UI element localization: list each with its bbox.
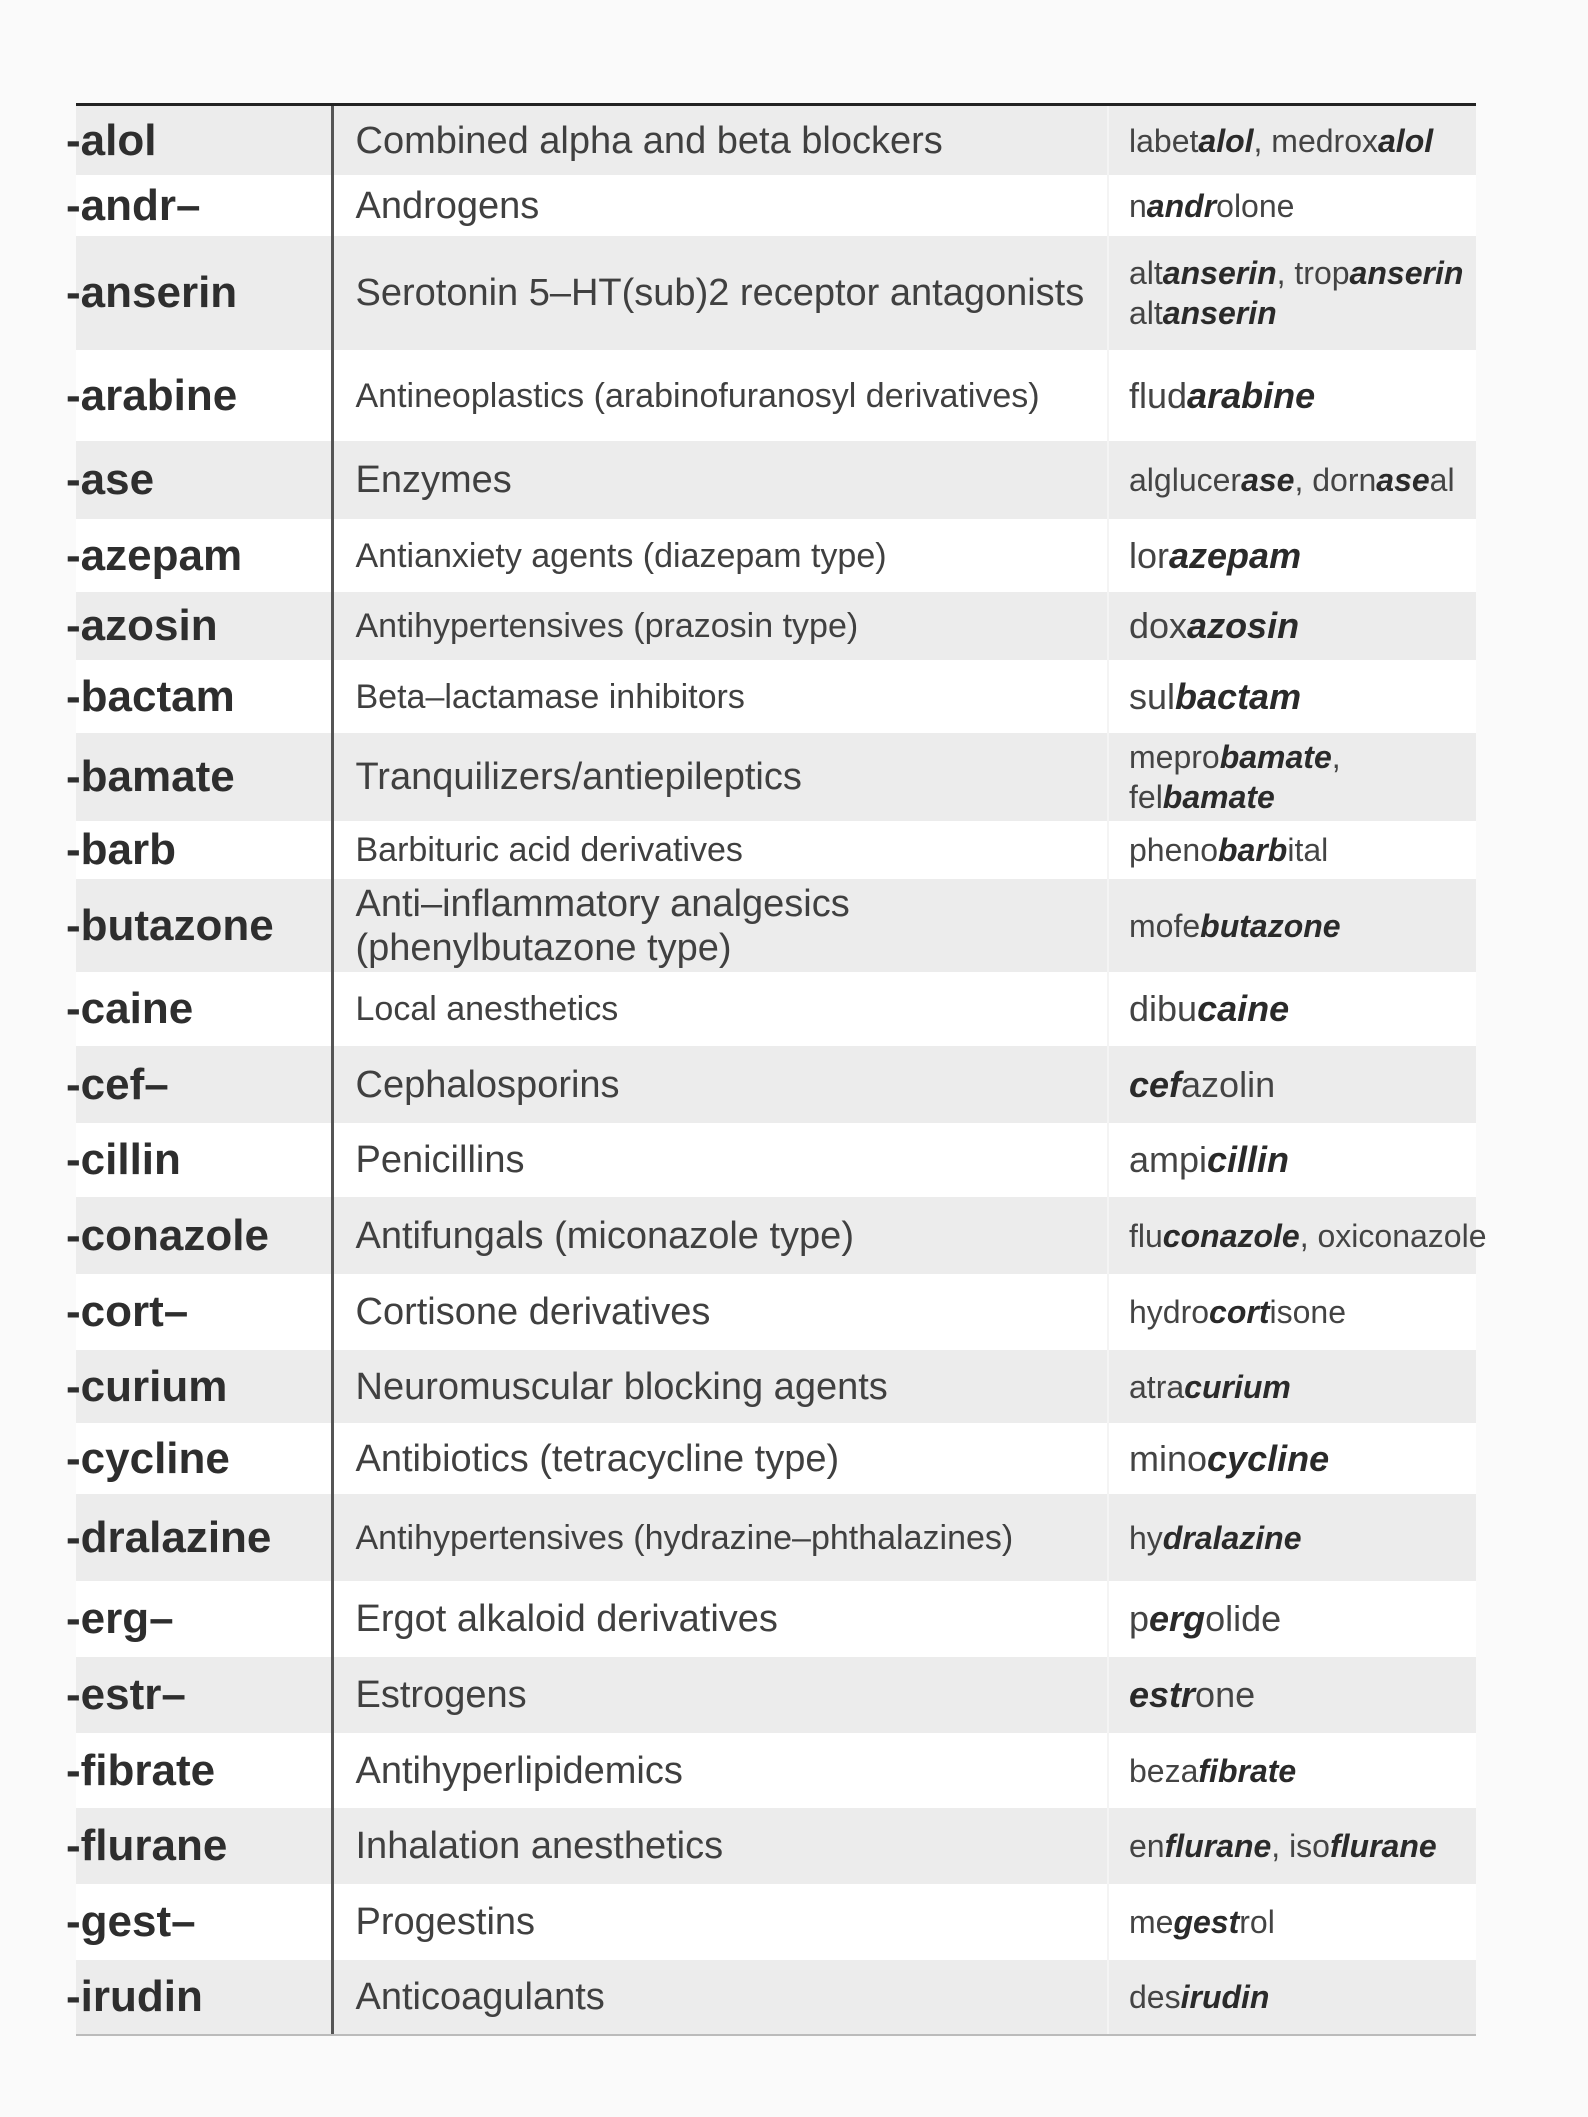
stem-highlight: cort bbox=[1209, 1294, 1270, 1330]
stem-text: -alol bbox=[66, 115, 157, 165]
table-row bbox=[76, 350, 1476, 441]
stem-text: -barb bbox=[66, 825, 176, 874]
example-text: flu bbox=[1129, 1217, 1163, 1254]
table-row bbox=[76, 1123, 1476, 1197]
stem-text: -caine bbox=[66, 984, 194, 1033]
example-text: des bbox=[1129, 1979, 1181, 2015]
stem-highlight: conazole bbox=[1162, 1217, 1300, 1254]
stem-highlight: irudin bbox=[1180, 1979, 1270, 2015]
bottom-rule bbox=[76, 2034, 1476, 2036]
class-description: Penicillins bbox=[332, 1123, 1108, 1197]
table-row bbox=[76, 236, 1476, 350]
example-text: , dorn bbox=[1294, 462, 1377, 498]
stem-highlight: ase bbox=[1376, 462, 1430, 498]
stem-text: -flurane bbox=[66, 1821, 228, 1870]
stem-text: -cef– bbox=[66, 1059, 169, 1109]
example-text: pheno bbox=[1129, 832, 1218, 868]
stem-highlight: curium bbox=[1184, 1368, 1291, 1405]
table-row bbox=[76, 1733, 1476, 1808]
table-row bbox=[76, 733, 1476, 821]
stem-cell bbox=[66, 592, 332, 660]
class-description: Progestins bbox=[332, 1884, 1108, 1960]
stem-cell bbox=[66, 106, 332, 175]
example-drugs bbox=[1108, 1274, 1476, 1350]
example-text: lor bbox=[1129, 534, 1170, 576]
stem-highlight: alol bbox=[1198, 122, 1254, 159]
table-row bbox=[76, 1274, 1476, 1350]
example-drugs bbox=[1108, 1423, 1476, 1494]
stem-text: -dralazine bbox=[66, 1512, 272, 1562]
example-drugs bbox=[1108, 1046, 1476, 1123]
class-description: Estrogens bbox=[332, 1657, 1108, 1733]
example-text: dox bbox=[1129, 605, 1188, 646]
stem-text: -azepam bbox=[66, 530, 243, 580]
example-text: isone bbox=[1269, 1294, 1346, 1330]
stem-cell bbox=[66, 519, 332, 592]
stem-cell bbox=[66, 1581, 332, 1657]
stem-highlight: barb bbox=[1217, 832, 1288, 868]
example-text: atra bbox=[1129, 1368, 1185, 1405]
table-row bbox=[76, 175, 1476, 236]
table-row bbox=[76, 1884, 1476, 1960]
stem-highlight: arabine bbox=[1187, 374, 1316, 416]
class-description: Anti–inflammatory analgesics (phenylbutazone type) bbox=[332, 879, 1108, 972]
class-description: Neuromuscular blocking agents bbox=[332, 1350, 1108, 1423]
stem-text: -curium bbox=[66, 1361, 228, 1411]
stem-highlight: fibrate bbox=[1198, 1752, 1297, 1789]
example-text: flud bbox=[1129, 374, 1188, 416]
example-text: , iso bbox=[1271, 1828, 1330, 1864]
class-description: Androgens bbox=[332, 175, 1108, 236]
stem-highlight: dralazine bbox=[1162, 1519, 1302, 1556]
example-drugs bbox=[1108, 106, 1476, 175]
example-text: ampi bbox=[1129, 1139, 1208, 1180]
stem-cell bbox=[66, 660, 332, 733]
table-row bbox=[76, 1197, 1476, 1274]
stem-cell bbox=[66, 1494, 332, 1581]
stem-text: -arabine bbox=[66, 370, 238, 420]
table-row bbox=[76, 1046, 1476, 1123]
stem-cell bbox=[66, 441, 332, 519]
example-drugs bbox=[1108, 660, 1476, 733]
example-drugs bbox=[1108, 1197, 1487, 1274]
class-description: Antibiotics (tetracycline type) bbox=[332, 1423, 1108, 1494]
example-drugs bbox=[1108, 1123, 1476, 1197]
example-text: n bbox=[1129, 187, 1147, 224]
stem-text: -ase bbox=[66, 455, 155, 504]
table-row bbox=[76, 972, 1476, 1046]
stem-text: -cillin bbox=[66, 1135, 181, 1184]
stem-highlight: cef bbox=[1129, 1063, 1182, 1105]
stem-highlight: gest bbox=[1173, 1904, 1240, 1940]
example-drugs bbox=[1108, 1581, 1476, 1657]
stem-cell bbox=[66, 821, 332, 879]
stem-highlight: cycline bbox=[1207, 1437, 1330, 1479]
example-drugs bbox=[1108, 1960, 1476, 2034]
example-text: alglucer bbox=[1129, 462, 1242, 498]
stem-highlight: anserin bbox=[1162, 255, 1277, 291]
example-text: , trop bbox=[1276, 255, 1350, 291]
stem-cell bbox=[66, 1808, 332, 1884]
stem-cell bbox=[66, 1423, 332, 1494]
example-text: azolin bbox=[1181, 1063, 1276, 1105]
example-text: p bbox=[1129, 1598, 1150, 1639]
example-drugs bbox=[1108, 972, 1476, 1046]
class-description: Ergot alkaloid derivatives bbox=[332, 1581, 1108, 1657]
stem-highlight: ase bbox=[1241, 462, 1295, 498]
stem-highlight: bamate bbox=[1219, 739, 1332, 775]
example-text: one bbox=[1195, 1674, 1256, 1715]
stem-text: -azosin bbox=[66, 601, 218, 650]
stem-text: -bamate bbox=[66, 752, 235, 801]
stem-cell bbox=[66, 1046, 332, 1123]
stem-cell bbox=[66, 733, 332, 821]
example-text: olone bbox=[1216, 187, 1295, 224]
example-text: , oxiconazole bbox=[1299, 1217, 1487, 1254]
class-description: Serotonin 5–HT(sub)2 receptor antagonists bbox=[332, 236, 1108, 350]
example-drugs bbox=[1108, 175, 1476, 236]
drug-stem-table bbox=[66, 106, 1487, 2034]
stem-text: -conazole bbox=[66, 1210, 269, 1260]
stem-highlight: alol bbox=[1378, 122, 1434, 159]
stem-text: -bactam bbox=[66, 671, 235, 721]
stem-cell bbox=[66, 972, 332, 1046]
example-drugs bbox=[1108, 1808, 1476, 1884]
stem-cell bbox=[66, 350, 332, 441]
stem-text: -irudin bbox=[66, 1972, 203, 2021]
example-text: , medrox bbox=[1253, 122, 1378, 159]
example-text: rol bbox=[1239, 1904, 1275, 1940]
example-text: ital bbox=[1287, 832, 1329, 868]
example-text: labet bbox=[1129, 122, 1199, 159]
stem-text: -estr– bbox=[66, 1670, 186, 1719]
class-description: Antianxiety agents (diazepam type) bbox=[332, 519, 1108, 592]
stem-cell bbox=[66, 1123, 332, 1197]
stem-text: -anserin bbox=[66, 268, 238, 317]
class-description: Anticoagulants bbox=[332, 1960, 1108, 2034]
example-drugs: altanserin, tropanserin altanserin bbox=[1108, 236, 1476, 350]
class-description: Cephalosporins bbox=[332, 1046, 1108, 1123]
stem-highlight: caine bbox=[1197, 988, 1290, 1029]
example-text: beza bbox=[1129, 1752, 1199, 1789]
example-drugs bbox=[1108, 592, 1476, 660]
table-row bbox=[76, 441, 1476, 519]
example-text: en bbox=[1129, 1828, 1165, 1864]
example-text: me bbox=[1129, 1904, 1174, 1940]
table-row bbox=[76, 1657, 1476, 1733]
stem-cell bbox=[66, 1657, 332, 1733]
class-description: Antifungals (miconazole type) bbox=[332, 1197, 1108, 1274]
table-row bbox=[76, 821, 1476, 879]
table-row bbox=[76, 1494, 1476, 1581]
example-text: mepro bbox=[1129, 739, 1220, 775]
table-row bbox=[76, 519, 1476, 592]
class-description: Barbituric acid derivatives bbox=[332, 821, 1108, 879]
stem-cell bbox=[66, 879, 332, 972]
stem-highlight: anserin bbox=[1349, 255, 1464, 291]
stem-highlight: azepam bbox=[1169, 534, 1302, 576]
table-row bbox=[76, 660, 1476, 733]
example-text: hydro bbox=[1129, 1294, 1210, 1330]
stem-cell bbox=[66, 1884, 332, 1960]
example-text: dibu bbox=[1129, 988, 1198, 1029]
stem-text: -erg– bbox=[66, 1594, 174, 1643]
table-row bbox=[76, 879, 1476, 972]
example-drugs bbox=[1108, 1494, 1476, 1581]
stem-text: -cort– bbox=[66, 1287, 189, 1336]
stem-highlight: butazone bbox=[1200, 907, 1341, 944]
table-body bbox=[66, 106, 1487, 2034]
example-drugs bbox=[1108, 821, 1476, 879]
class-description: Cortisone derivatives bbox=[332, 1274, 1108, 1350]
stem-highlight: cillin bbox=[1207, 1139, 1290, 1180]
table-row bbox=[76, 1350, 1476, 1423]
example-drugs bbox=[1108, 1350, 1476, 1423]
example-text: alt bbox=[1129, 255, 1163, 291]
example-text: mofe bbox=[1129, 907, 1201, 944]
stem-cell bbox=[66, 236, 332, 350]
example-text: hy bbox=[1129, 1519, 1163, 1556]
stem-text: -fibrate bbox=[66, 1745, 216, 1795]
table-row bbox=[76, 106, 1476, 175]
stem-cell bbox=[66, 1197, 332, 1274]
example-drugs bbox=[1108, 1884, 1476, 1960]
example-text: al bbox=[1429, 462, 1455, 498]
class-description: Enzymes bbox=[332, 441, 1108, 519]
class-description: Beta–lactamase inhibitors bbox=[332, 660, 1108, 733]
stem-highlight: erg bbox=[1149, 1598, 1206, 1639]
class-description: Combined alpha and beta blockers bbox=[332, 106, 1108, 175]
class-description: Antineoplastics (arabinofuranosyl derivatives) bbox=[332, 350, 1108, 441]
stem-cell bbox=[66, 1960, 332, 2034]
example-drugs bbox=[1108, 519, 1476, 592]
class-description: Tranquilizers/antiepileptics bbox=[332, 733, 1108, 821]
example-text: mino bbox=[1129, 1437, 1208, 1479]
class-description: Antihypertensives (prazosin type) bbox=[332, 592, 1108, 660]
example-drugs bbox=[1108, 1657, 1476, 1733]
stem-highlight: azosin bbox=[1187, 605, 1300, 646]
stem-text: -butazone bbox=[66, 900, 274, 950]
example-drugs bbox=[1108, 879, 1476, 972]
stem-highlight: flurane bbox=[1329, 1828, 1437, 1864]
table-row bbox=[76, 1581, 1476, 1657]
class-description: Local anesthetics bbox=[332, 972, 1108, 1046]
stem-cell bbox=[66, 1350, 332, 1423]
stem-text: -gest– bbox=[66, 1897, 196, 1946]
example-drugs bbox=[1108, 350, 1476, 441]
stem-cell bbox=[66, 1274, 332, 1350]
class-description: Antihypertensives (hydrazine–phthalazines) bbox=[332, 1494, 1108, 1581]
stem-highlight: flurane bbox=[1164, 1828, 1272, 1864]
stem-text: -cycline bbox=[66, 1433, 230, 1483]
class-description: Antihyperlipidemics bbox=[332, 1733, 1108, 1808]
example-drugs: meprobamate, felbamate bbox=[1108, 733, 1476, 821]
example-text: olide bbox=[1205, 1598, 1282, 1639]
drug-stem-table-page bbox=[66, 103, 1487, 2036]
stem-highlight: bactam bbox=[1175, 675, 1302, 717]
stem-highlight: estr bbox=[1129, 1674, 1196, 1715]
example-drugs bbox=[1108, 441, 1476, 519]
stem-highlight: andr bbox=[1146, 187, 1217, 224]
stem-cell bbox=[66, 1733, 332, 1808]
table-row bbox=[76, 1960, 1476, 2034]
table-row bbox=[76, 592, 1476, 660]
stem-cell bbox=[66, 175, 332, 236]
stem-text: -andr– bbox=[66, 180, 201, 230]
class-description: Inhalation anesthetics bbox=[332, 1808, 1108, 1884]
example-text: sul bbox=[1129, 675, 1176, 717]
table-row bbox=[76, 1423, 1476, 1494]
table-row bbox=[76, 1808, 1476, 1884]
example-drugs bbox=[1108, 1733, 1476, 1808]
